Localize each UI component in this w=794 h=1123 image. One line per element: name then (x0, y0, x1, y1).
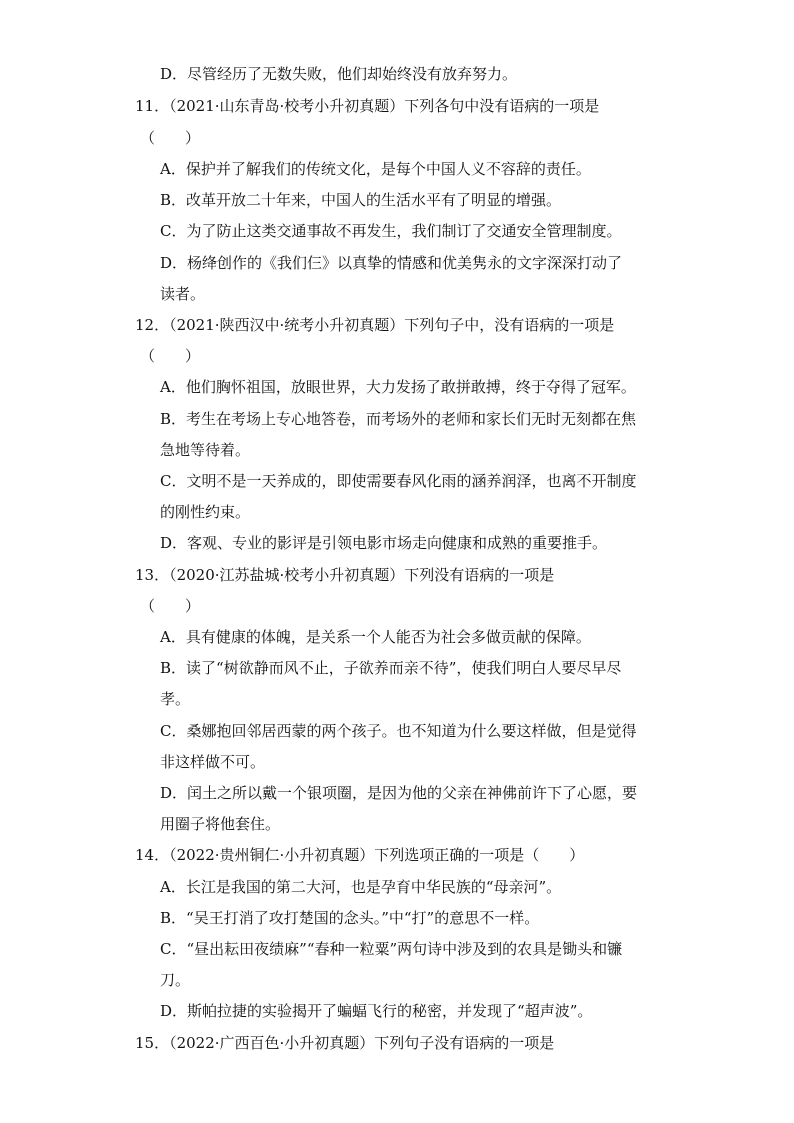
q11-option-d-line1: D．杨绛创作的《我们仨》以真挚的情感和优美隽永的文字深深打动了 (160, 254, 623, 272)
q11-answer-paren: （ ） (140, 129, 201, 147)
q11-option-d-line2: 读者。 (160, 285, 206, 303)
q12-option-c-line2: 的刚性约束。 (160, 503, 251, 521)
q10-option-d: D．尽管经历了无数失败，他们却始终没有放弃努力。 (160, 65, 518, 83)
q14-option-c-line1: C．“昼出耘田夜绩麻”“春种一粒粟”两句诗中涉及到的农具是锄头和镰 (160, 940, 623, 958)
q14-option-b: B．“吴王打消了攻打楚国的念头。”中“打”的意思不一样。 (160, 909, 540, 927)
q13-stem: 13．（2020·江苏盐城·校考小升初真题）下列没有语病的一项是 (135, 566, 555, 584)
q13-option-a: A．具有健康的体魄，是关系一个人能否为社会多做贡献的保障。 (160, 628, 591, 646)
q11-option-a: A．保护并了解我们的传统文化，是每个中国人义不容辞的责任。 (160, 160, 591, 178)
q11-stem: 11．（2021·山东青岛·校考小升初真题）下列各句中没有语病的一项是 (135, 97, 600, 115)
q12-stem: 12．（2021·陕西汉中·统考小升初真题）下列句子中，没有语病的一项是 (135, 316, 615, 334)
q13-option-d-line2: 用圈子将他套住。 (160, 815, 281, 833)
q13-option-b-line1: B．读了“树欲静而风不止，子欲养而亲不待”，使我们明白人要尽早尽 (160, 659, 622, 677)
q15-stem: 15．（2022·广西百色·小升初真题）下列句子没有语病的一项是 (135, 1034, 555, 1052)
q14-stem: 14．（2022·贵州铜仁·小升初真题）下列选项正确的一项是（ ） (135, 846, 585, 864)
q13-answer-paren: （ ） (140, 597, 201, 615)
q13-option-d-line1: D．闰土之所以戴一个银项圈，是因为他的父亲在神佛前许下了心愿，要 (160, 784, 638, 802)
q11-option-c: C．为了防止这类交通事故不再发生，我们制订了交通安全管理制度。 (160, 222, 622, 240)
q11-option-b: B．改革开放二十年来，中国人的生活水平有了明显的增强。 (160, 191, 562, 209)
q13-option-c-line2: 非这样做不可。 (160, 753, 266, 771)
q12-option-b-line2: 急地等待着。 (160, 441, 251, 459)
q12-answer-paren: （ ） (140, 347, 201, 365)
q12-option-a: A．他们胸怀祖国，放眼世界，大力发扬了敢拼敢搏，终于夺得了冠军。 (160, 378, 636, 396)
q14-option-d: D．斯帕拉捷的实验揭开了蝙蝠飞行的秘密，并发现了“超声波”。 (160, 1002, 593, 1020)
q14-option-c-line2: 刀。 (160, 971, 191, 989)
q13-option-c-line1: C．桑娜抱回邻居西蒙的两个孩子。也不知道为什么要这样做，但是觉得 (160, 722, 637, 740)
q12-option-c-line1: C．文明不是一天养成的，即使需要春风化雨的涵养润泽，也离不开制度 (160, 472, 637, 490)
q13-option-b-line2: 孝。 (160, 690, 191, 708)
q14-option-a: A．长江是我国的第二大河，也是孕育中华民族的“母亲河”。 (160, 878, 562, 896)
q12-option-d: D．客观、专业的影评是引领电影市场走向健康和成熟的重要推手。 (160, 534, 608, 552)
q12-option-b-line1: B．考生在考场上专心地答卷，而考场外的老师和家长们无时无刻都在焦 (160, 410, 637, 428)
